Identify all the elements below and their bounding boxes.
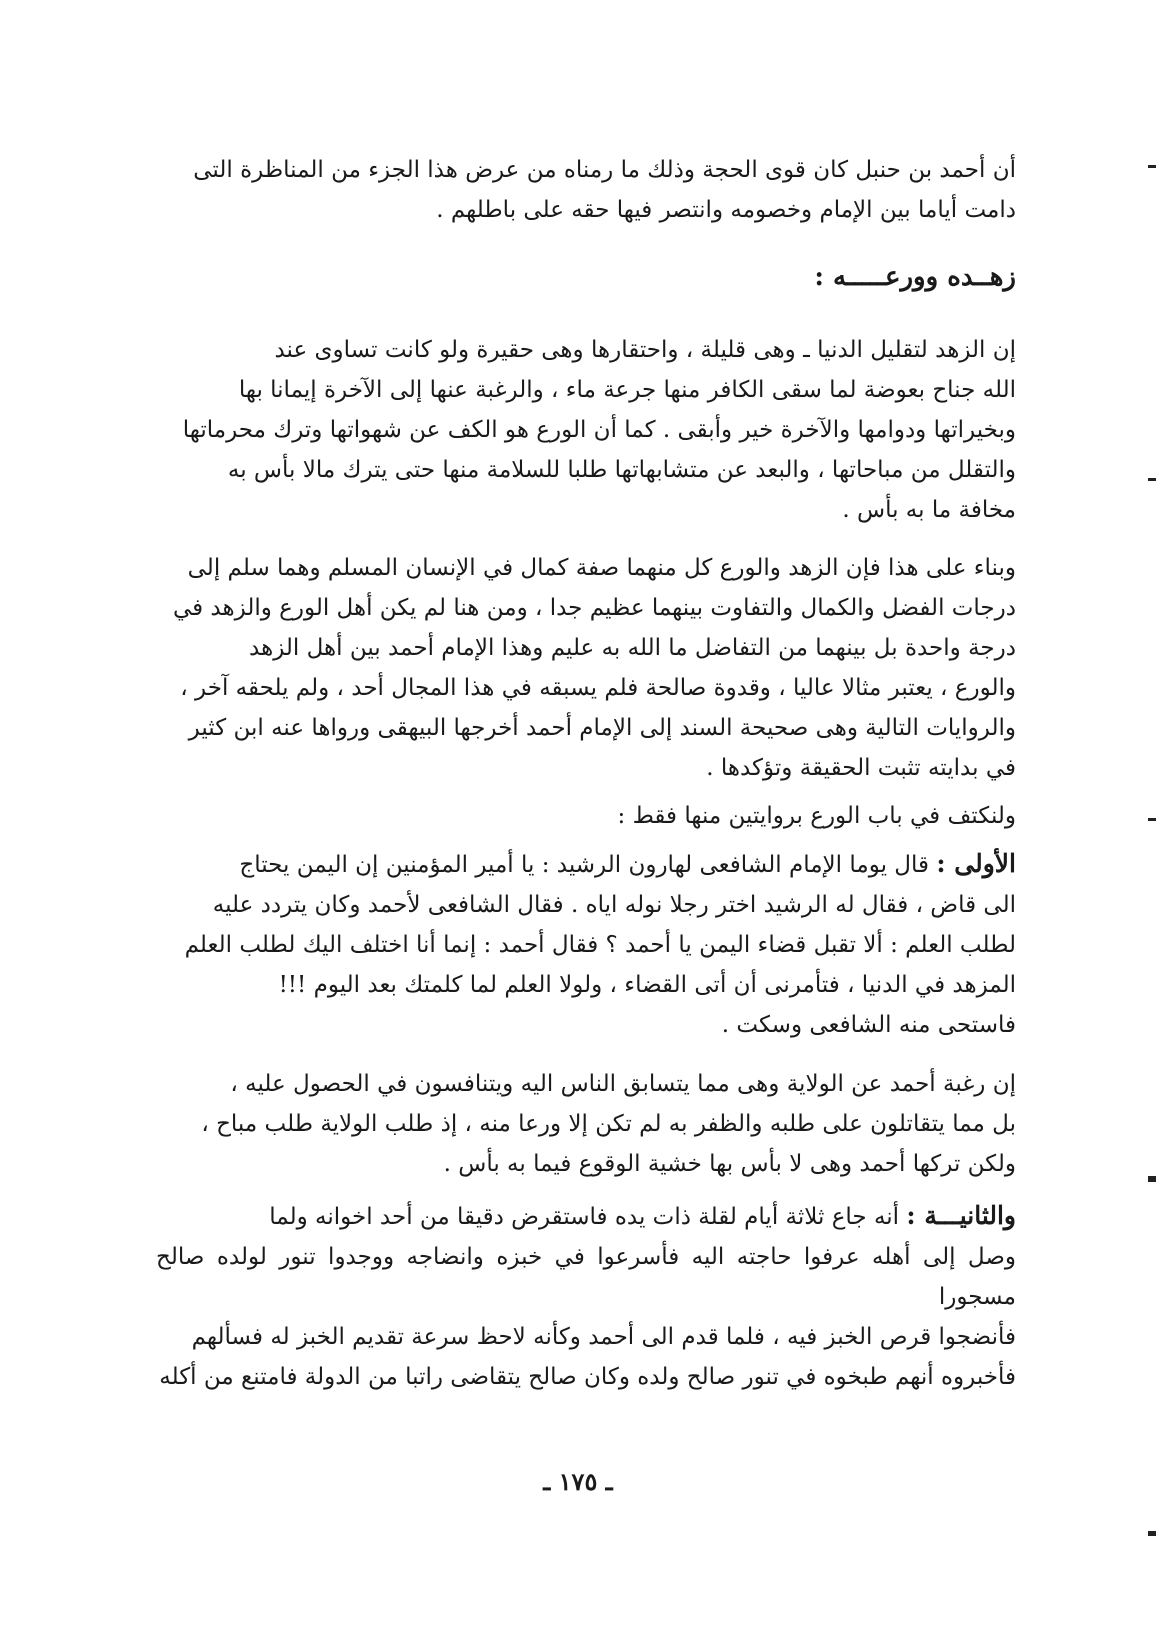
text-line: فاستحى منه الشافعى وسكت .: [721, 1012, 1016, 1038]
paragraph-zuhd-definition: [156, 330, 1016, 530]
text-line: والروايات التالية وهى صحيحة السند إلى الإمام أحمد أخرجها البيهقى ورواها عنه ابن كثير: [188, 715, 1016, 741]
text-line: دامت أياما بين الإمام وخصومه وانتصر فيها حقه على باطلهم .: [436, 197, 1016, 223]
scan-edge-mark: [1148, 1531, 1156, 1536]
text-line: إن الزهد لتقليل الدنيا ـ وهى قليلة ، واحتقارها وهى حقيرة ولو كانت تساوى عند: [274, 337, 1016, 363]
text-line: وصل إلى أهله عرفوا حاجته اليه فأسرعوا في خبزه وانضاجه ووجدوا تنور لولده صالح مسجورا: [156, 1244, 1016, 1310]
text-line: المزهد في الدنيا ، فتأمرنى أن أتى القضاء ، ولولا العلم لما كلمتك بعد اليوم !!!: [278, 972, 1016, 998]
paragraph-two-narrations: ولنكتف في باب الورع بروايتين منها فقط :: [617, 803, 1016, 829]
first-narration: [156, 844, 1016, 1045]
text-line: فأخبروه أنهم طبخوه في تنور صالح ولده وكان صالح يتقاضى راتبا من الدولة فامتنع من أكله: [159, 1364, 1016, 1390]
text-line: درجات الفضل والكمال والتفاوت بينهما عظيم جدا ، ومن هنا لم يكن أهل الورع والزهد في: [172, 595, 1016, 621]
intro-paragraph: [156, 150, 1016, 230]
scan-edge-mark: [1148, 478, 1156, 481]
second-narration: [156, 1196, 1016, 1397]
text-line: في بدايته تثبت الحقيقة وتؤكدها .: [706, 755, 1016, 781]
text-line: أن أحمد بن حنبل كان قوى الحجة وذلك ما رمناه من عرض هذا الجزء من المناظرة التى: [193, 157, 1016, 183]
text-line: الى قاض ، فقال له الرشيد اختر رجلا نوله اياه . فقال الشافعى لأحمد وكان يتردد عليه: [212, 892, 1016, 918]
text-line: والورع ، يعتبر مثالا عاليا ، وقدوة صالحة فلم يسبقه في هذا المجال أحد ، ولم يلحقه آخر ،: [180, 675, 1016, 701]
text-line: أنه جاع ثلاثة أيام لقلة ذات يده فاستقرض دقيقا من أحد اخوانه ولما: [269, 1204, 907, 1230]
second-narration-label: والثانيـــة :: [906, 1201, 1016, 1230]
paragraph-wilaya: [156, 1064, 1016, 1184]
scan-edge-mark: [1148, 165, 1156, 168]
text-line: ولكن تركها أحمد وهى لا بأس بها خشية الوقوع فيما به بأس .: [443, 1151, 1016, 1177]
first-narration-label: الأولى :: [936, 849, 1016, 878]
text-line: الله جناح بعوضة لما سقى الكافر منها جرعة ماء ، والرغبة عنها إلى الآخرة إيمانا بها: [238, 377, 1016, 403]
text-line: فأنضجوا قرص الخبز فيه ، فلما قدم الى أحمد وكأنه لاحظ سرعة تقديم الخبز له فسألهم: [191, 1324, 1016, 1350]
text-line: درجة واحدة بل بينهما من التفاضل ما الله به عليم وهذا الإمام أحمد بين أهل الزهد: [249, 635, 1016, 661]
text-line: والتقلل من مباحاتها ، والبعد عن متشابهاتها طلبا للسلامة منها حتى يترك مالا بأس به: [227, 457, 1016, 483]
text-line: مخافة ما به بأس .: [842, 497, 1016, 523]
section-heading: زهــده وورعـــــه :: [814, 262, 1016, 292]
text-line: قال يوما الإمام الشافعى لهارون الرشيد : يا أمير المؤمنين إن اليمن يحتاج: [239, 852, 937, 878]
page-number: ـ ١٧٥ ـ: [543, 1467, 613, 1496]
text-line: بل مما يتقاتلون على طلبه والظفر به لم تكن إلا ورعا منه ، إذ طلب الولاية طلب مباح ،: [201, 1111, 1016, 1137]
scan-edge-mark: [1148, 818, 1156, 821]
text-line: وبناء على هذا فإن الزهد والورع كل منهما صفة كمال في الإنسان المسلم وهما سلم إلى: [187, 555, 1016, 581]
paragraph-zuhd-degrees: [156, 548, 1016, 788]
text-line: إن رغبة أحمد عن الولاية وهى مما يتسابق الناس اليه ويتنافسون في الحصول عليه ،: [230, 1071, 1016, 1097]
scan-edge-mark: [1148, 1176, 1156, 1182]
text-line: وبخيراتها ودوامها والآخرة خير وأبقى . كما أن الورع هو الكف عن شهواتها وترك محرماتها: [182, 417, 1016, 443]
text-line: لطلب العلم : ألا تقبل قضاء اليمن يا أحمد ؟ فقال أحمد : إنما أنا اختلف اليك لطلب العلم: [184, 932, 1016, 958]
